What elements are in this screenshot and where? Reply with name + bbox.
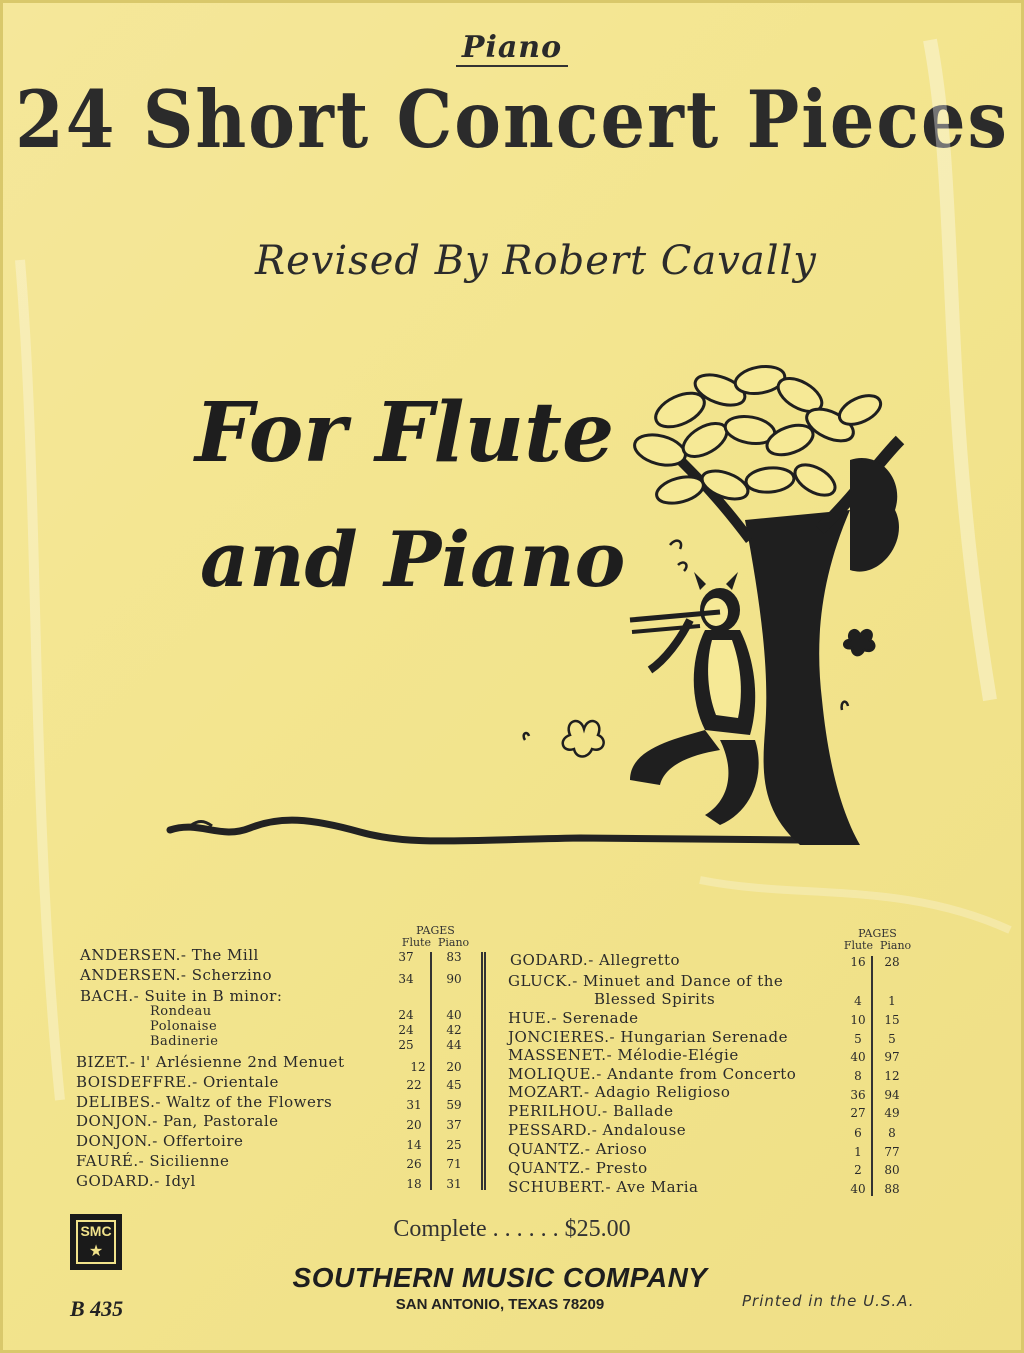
toc-entry: GLUCK.- Minuet and Dance of the <box>508 972 784 990</box>
flute-page: 8 <box>854 1069 862 1083</box>
piano-page: 71 <box>446 1157 462 1171</box>
piano-page: 28 <box>884 955 900 969</box>
piano-page: 12 <box>884 1069 900 1083</box>
piano-page: 40 <box>446 1008 462 1022</box>
pages-header-right: PAGES Flute Piano <box>843 927 912 952</box>
kicker-label: Piano <box>0 30 1024 65</box>
flute-page: 24 <box>398 1023 414 1037</box>
toc-entry: HUE.- Serenade <box>508 1009 639 1027</box>
flute-page: 22 <box>406 1078 422 1092</box>
piano-page: 49 <box>884 1106 900 1120</box>
flute-page: 34 <box>398 972 414 986</box>
toc-center-divider-double <box>484 952 486 1190</box>
flute-page: 4 <box>854 994 862 1008</box>
piano-page: 97 <box>884 1050 900 1064</box>
flute-page: 10 <box>850 1013 866 1027</box>
piano-page: 90 <box>446 972 462 986</box>
toc-entry: BOISDEFFRE.- Orientale <box>76 1073 279 1091</box>
cover-title: 24 Short Concert Pieces <box>15 73 1009 166</box>
toc-entry: BACH.- Suite in B minor: <box>80 987 283 1005</box>
toc-entry: QUANTZ.- Arioso <box>508 1140 648 1158</box>
piano-page: 31 <box>446 1177 462 1191</box>
flute-page: 36 <box>850 1088 866 1102</box>
toc-entry: PESSARD.- Andalouse <box>508 1121 687 1139</box>
piano-page: 37 <box>446 1118 462 1132</box>
catalog-number: B 435 <box>70 1296 124 1321</box>
pages-header-left: PAGES Flute Piano <box>401 924 470 949</box>
piano-page: 45 <box>446 1078 462 1092</box>
toc-entry: MOLIQUE.- Andante from Concerto <box>508 1065 797 1083</box>
flute-page: 20 <box>406 1118 422 1132</box>
piano-page: 59 <box>446 1098 462 1112</box>
flute-page: 18 <box>406 1177 422 1191</box>
toc-entry: QUANTZ.- Presto <box>508 1159 648 1177</box>
instrument-script-line1: For Flute <box>195 385 615 481</box>
toc-entry: MOZART.- Adagio Religioso <box>508 1083 731 1101</box>
toc-entry: GODARD.- Idyl <box>76 1172 196 1190</box>
piano-page: 80 <box>884 1163 900 1177</box>
flute-page: 27 <box>850 1106 866 1120</box>
star-icon: ★ <box>88 1243 104 1260</box>
toc-entry: BIZET.- l' Arlésienne 2nd Menuet <box>76 1053 345 1071</box>
toc-subentry: Polonaise <box>150 1019 218 1034</box>
printed-in-label: Printed in the U.S.A. <box>742 1292 915 1310</box>
piano-page: 77 <box>884 1145 900 1159</box>
toc-entry: GODARD.- Allegretto <box>510 951 681 969</box>
smc-logo: SMC ★ <box>70 1214 122 1270</box>
piano-page: 94 <box>884 1088 900 1102</box>
piano-page: 83 <box>446 950 462 964</box>
toc-center-divider <box>481 952 483 1190</box>
reviser-credit: Revised By Robert Cavally <box>255 238 817 284</box>
flute-page: 6 <box>854 1126 862 1140</box>
toc-entry: SCHUBERT.- Ave Maria <box>508 1178 699 1196</box>
toc-entry: DONJON.- Offertoire <box>76 1132 244 1150</box>
piano-page: 42 <box>446 1023 462 1037</box>
instrument-script-line2: and Piano <box>200 515 626 604</box>
piano-page: 5 <box>888 1032 896 1046</box>
piano-page: 15 <box>884 1013 900 1027</box>
flute-page: 40 <box>850 1182 866 1196</box>
flute-page: 16 <box>850 955 866 969</box>
page-column-divider-left <box>430 952 432 1190</box>
piano-page: 8 <box>888 1126 896 1140</box>
toc-entry: Blessed Spirits <box>594 990 716 1008</box>
toc-entry: ANDERSEN.- The Mill <box>80 946 259 964</box>
flute-page: 26 <box>406 1157 422 1171</box>
toc-entry: PERILHOU.- Ballade <box>508 1102 674 1120</box>
price-label: Complete . . . . . . $25.00 <box>393 1216 631 1242</box>
flute-page: 31 <box>406 1098 422 1112</box>
flute-page: 40 <box>850 1050 866 1064</box>
flute-page: 37 <box>398 950 414 964</box>
publisher-name: SOUTHERN MUSIC COMPANY <box>292 1262 708 1293</box>
flute-page: 2 <box>854 1163 862 1177</box>
toc-entry: ANDERSEN.- Scherzino <box>80 966 272 984</box>
faun-tree-illustration <box>160 340 920 880</box>
toc-entry: MASSENET.- Mélodie-Elégie <box>508 1046 739 1064</box>
flute-page: 1 <box>854 1145 862 1159</box>
toc-entry: DELIBES.- Waltz of the Flowers <box>76 1093 333 1111</box>
page-column-divider-right <box>871 956 873 1196</box>
piano-page: 1 <box>888 994 896 1008</box>
toc-entry: JONCIERES.- Hungarian Serenade <box>508 1028 788 1046</box>
toc-subentry: Badinerie <box>150 1034 219 1049</box>
flute-page: 24 <box>398 1008 414 1022</box>
flute-page: 25 <box>398 1038 414 1052</box>
toc-entry: FAURÉ.- Sicilienne <box>76 1152 230 1170</box>
toc-subentry: Rondeau <box>150 1004 212 1019</box>
toc-entry: DONJON.- Pan, Pastorale <box>76 1112 279 1130</box>
piano-page: 88 <box>884 1182 900 1196</box>
flute-page: 12 <box>410 1060 426 1074</box>
flute-page: 5 <box>854 1032 862 1046</box>
publisher-address: SAN ANTONIO, TEXAS 78209 <box>395 1296 605 1313</box>
piano-page: 20 <box>446 1060 462 1074</box>
piano-page: 44 <box>446 1038 462 1052</box>
piano-page: 25 <box>446 1138 462 1152</box>
flute-page: 14 <box>406 1138 422 1152</box>
